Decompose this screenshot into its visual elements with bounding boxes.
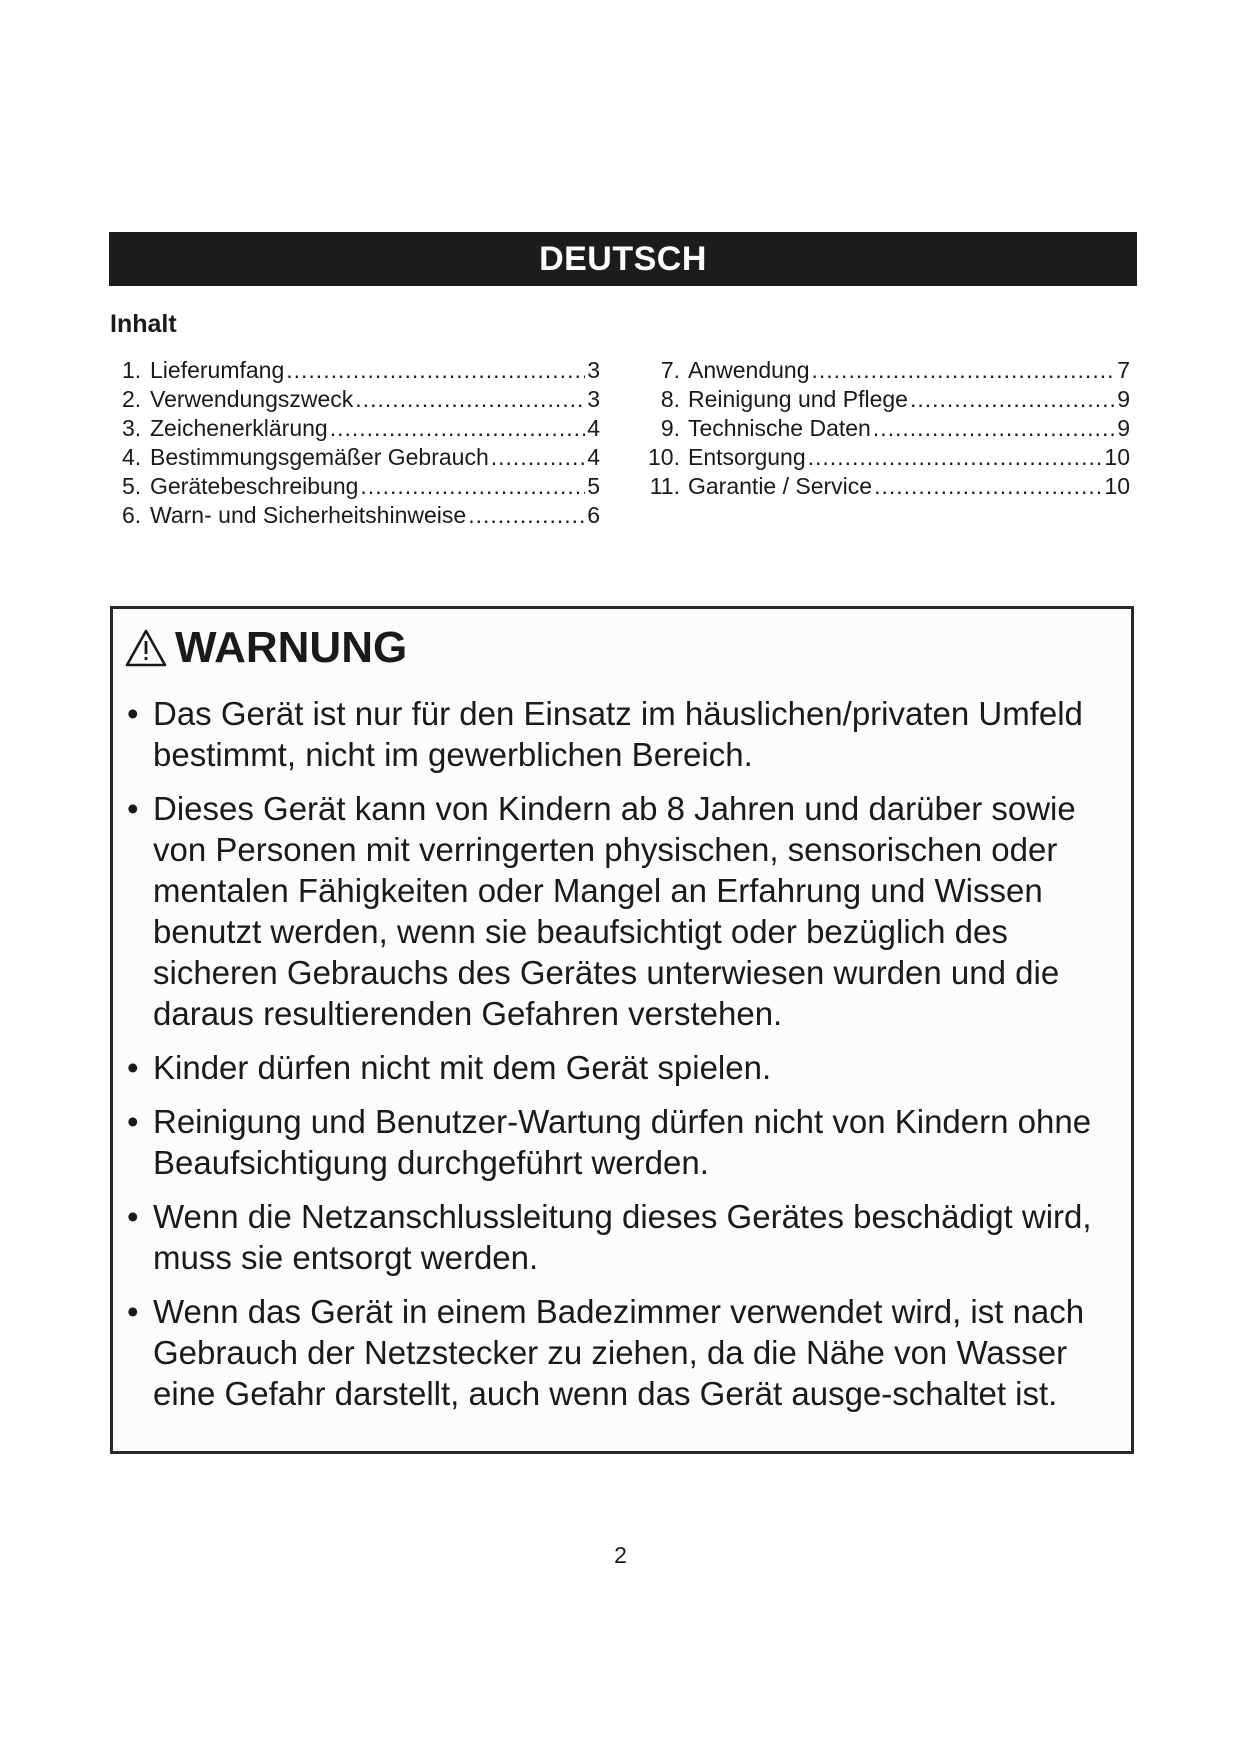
bullet-icon: • xyxy=(127,1293,139,1330)
toc-entry-label: Garantie / Service xyxy=(688,473,873,499)
language-banner: DEUTSCH xyxy=(109,232,1137,286)
toc-entry-page: 3 xyxy=(587,386,600,412)
toc-leader-dots xyxy=(286,356,585,385)
toc-leader-dots xyxy=(873,414,1115,443)
toc-entry-page: 9 xyxy=(1117,415,1130,441)
toc-entry-label: Anwendung xyxy=(688,357,810,383)
toc-entry[interactable] xyxy=(640,443,1130,472)
page-number: 2 xyxy=(614,1542,627,1568)
toc-column-right xyxy=(640,356,1130,501)
toc-entry-page: 6 xyxy=(587,502,600,528)
toc-entry[interactable] xyxy=(640,414,1130,443)
toc-entry-number: 5. xyxy=(122,473,142,499)
toc-entry-label: Verwendungszweck xyxy=(150,386,354,412)
toc-leader-dots xyxy=(491,443,585,472)
warning-item-text: Das Gerät ist nur für den Einsatz im häuslichen/privaten Umfeld bestimmt, nicht im gewerblichen Bereich. xyxy=(153,695,1083,773)
warning-item xyxy=(127,1291,1127,1414)
toc-entry-number: 4. xyxy=(122,444,142,470)
toc-entry-number: 3. xyxy=(122,415,142,441)
warning-title: WARNUNG xyxy=(175,623,408,672)
toc-entry[interactable] xyxy=(640,385,1130,414)
toc-column-left xyxy=(122,356,600,530)
bullet-icon: • xyxy=(127,695,139,732)
warning-list xyxy=(127,693,1127,1427)
toc-entry-label: Bestimmungsgemäßer Gebrauch xyxy=(150,444,489,470)
toc-leader-dots xyxy=(330,414,585,443)
bullet-icon: • xyxy=(127,790,139,827)
toc-entry[interactable] xyxy=(122,414,600,443)
warning-item xyxy=(127,1101,1127,1183)
toc-leader-dots xyxy=(468,501,585,530)
toc-entry[interactable] xyxy=(122,385,600,414)
toc-entry[interactable] xyxy=(640,472,1130,501)
warning-item xyxy=(127,693,1127,775)
toc-leader-dots xyxy=(808,443,1103,472)
warning-item-text: Wenn die Netzanschlussleitung dieses Gerätes beschädigt wird, muss sie entsorgt werden. xyxy=(153,1198,1092,1276)
toc-entry-page: 4 xyxy=(587,415,600,441)
warning-item-text: Kinder dürfen nicht mit dem Gerät spielen. xyxy=(153,1049,772,1086)
toc-entry-number: 8. xyxy=(660,386,680,412)
toc-leader-dots xyxy=(874,472,1102,501)
toc-leader-dots xyxy=(910,385,1115,414)
toc-entry-label: Reinigung und Pflege xyxy=(688,386,908,412)
toc-entry-label: Technische Daten xyxy=(688,415,871,441)
toc-entry-number: 11. xyxy=(649,473,680,499)
warning-item xyxy=(127,788,1127,1034)
toc-entry-label: Zeichenerklärung xyxy=(150,415,328,441)
toc-entry-label: Warn- und Sicherheitshinweise xyxy=(150,502,467,528)
warning-item xyxy=(127,1047,1127,1088)
warning-item-text: Dieses Gerät kann von Kindern ab 8 Jahren und darüber sowie von Personen mit verringerten physischen, sensorischen oder mentalen Fähigkeiten oder Mangel an Erfahrung und Wissen benutzt werden, wenn sie beaufsichtigt oder bezüglich des sicheren Gebrauchs des Gerätes unterwiesen wurden und die daraus resultierenden Gefahren verstehen. xyxy=(153,790,1076,1032)
toc-entry-label: Gerätebeschreibung xyxy=(150,473,359,499)
toc-entry[interactable] xyxy=(122,472,600,501)
bullet-icon: • xyxy=(127,1103,139,1140)
toc-leader-dots xyxy=(355,385,585,414)
toc-entry-page: 9 xyxy=(1117,386,1130,412)
bullet-icon: • xyxy=(127,1049,139,1086)
warning-item-text: Wenn das Gerät in einem Badezimmer verwendet wird, ist nach Gebrauch der Netzstecker zu ziehen, da die Nähe von Wasser eine Gefahr darstellt, auch wenn das Gerät ausge-schaltet ist. xyxy=(153,1293,1085,1412)
toc-entry-page: 3 xyxy=(587,357,600,383)
toc-entry-label: Lieferumfang xyxy=(150,357,285,383)
toc-entry-page: 7 xyxy=(1117,357,1130,383)
toc-entry-number: 7. xyxy=(660,357,680,383)
toc-entry-page: 10 xyxy=(1104,444,1130,470)
warning-item xyxy=(127,1196,1127,1278)
toc-entry[interactable] xyxy=(122,501,600,530)
toc-entry-number: 1. xyxy=(122,357,142,383)
toc-entry-number: 6. xyxy=(122,502,142,528)
toc-entry-page: 4 xyxy=(587,444,600,470)
toc-entry-page: 10 xyxy=(1104,473,1130,499)
toc-entry-label: Entsorgung xyxy=(688,444,806,470)
warning-box xyxy=(110,606,1134,1454)
toc-entry-number: 10. xyxy=(648,444,680,470)
toc-entry[interactable] xyxy=(640,356,1130,385)
toc-leader-dots xyxy=(360,472,585,501)
warning-item-text: Reinigung und Benutzer-Wartung dürfen nicht von Kindern ohne Beaufsichtigung durchgeführt werden. xyxy=(153,1103,1092,1181)
warning-header xyxy=(125,623,407,673)
toc-entry-number: 9. xyxy=(660,415,680,441)
bullet-icon: • xyxy=(127,1198,139,1235)
toc-leader-dots xyxy=(812,356,1116,385)
toc-entry-number: 2. xyxy=(122,386,142,412)
toc-entry-page: 5 xyxy=(587,473,600,499)
toc-heading: Inhalt xyxy=(110,310,177,338)
toc-entry[interactable] xyxy=(122,356,600,385)
toc-entry[interactable] xyxy=(122,443,600,472)
warning-triangle-icon xyxy=(125,628,167,668)
